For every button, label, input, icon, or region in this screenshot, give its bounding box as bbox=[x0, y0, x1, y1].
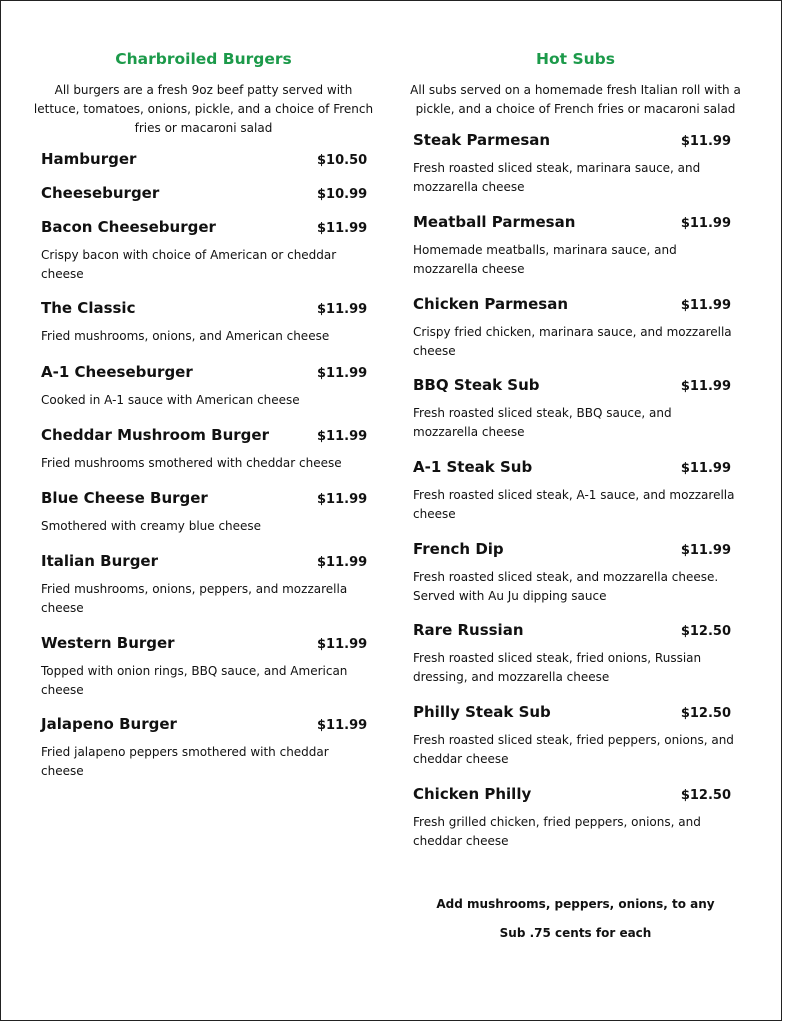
menu-item-description: Fresh roasted sliced steak, fried onions, Russian dressing, and mozzarella cheese bbox=[413, 651, 702, 684]
menu-item-description: Fried mushrooms, onions, peppers, and mozzarella cheese bbox=[41, 582, 348, 615]
menu-item bbox=[413, 540, 738, 606]
menu-item bbox=[41, 184, 366, 202]
menu-item-name: Blue Cheese Burger bbox=[41, 489, 208, 507]
menu-item bbox=[413, 458, 738, 524]
menu-item-description: Smothered with creamy blue cheese bbox=[41, 519, 262, 533]
menu-item-price: $11.99 bbox=[680, 298, 731, 313]
menu-item-price: $10.50 bbox=[317, 153, 368, 168]
menu-item-description: Fresh roasted sliced steak, marinara sauce, and mozzarella cheese bbox=[413, 161, 701, 194]
menu-item-price: $11.99 bbox=[680, 216, 731, 231]
menu-item-name: Cheddar Mushroom Burger bbox=[41, 426, 269, 444]
menu-item-description: Fried jalapeno peppers smothered with cheddar cheese bbox=[41, 745, 329, 778]
menu-item-price: $11.99 bbox=[317, 429, 368, 444]
menu-item-name: Philly Steak Sub bbox=[413, 703, 551, 721]
menu-item-price: $11.99 bbox=[317, 637, 368, 652]
menu-item bbox=[413, 295, 738, 361]
burgers-intro: All burgers are a fresh 9oz beef patty served with lettuce, tomatoes, onions, pickle, and a choice of French fries or macaroni salad bbox=[33, 83, 374, 135]
menu-item-header bbox=[41, 715, 366, 733]
add-ons-note bbox=[413, 890, 738, 948]
menu-item-header bbox=[41, 299, 366, 317]
menu-item-price: $11.99 bbox=[317, 302, 368, 317]
section-title-burgers: Charbroiled Burgers bbox=[115, 50, 292, 68]
menu-item-header bbox=[413, 131, 738, 149]
menu-item bbox=[41, 363, 366, 410]
menu-item-price: $11.99 bbox=[317, 555, 368, 570]
menu-item-header bbox=[413, 295, 738, 313]
menu-item-header bbox=[41, 150, 366, 168]
menu-item-description: Fresh grilled chicken, fried peppers, onions, and cheddar cheese bbox=[413, 815, 701, 848]
menu-item bbox=[41, 634, 366, 700]
menu-item-name: Hamburger bbox=[41, 150, 137, 168]
menu-item-name: A-1 Cheeseburger bbox=[41, 363, 193, 381]
menu-item-name: Cheeseburger bbox=[41, 184, 160, 202]
menu-item-price: $12.50 bbox=[680, 706, 731, 721]
menu-item-description: Fried mushrooms smothered with cheddar cheese bbox=[41, 456, 342, 470]
menu-item-name: Chicken Parmesan bbox=[413, 295, 569, 313]
menu-item-name: Western Burger bbox=[41, 634, 175, 652]
menu-item-header bbox=[413, 621, 738, 639]
menu-item-price: $10.99 bbox=[317, 187, 368, 202]
menu-item bbox=[413, 213, 738, 279]
menu-item-description: Fresh roasted sliced steak, BBQ sauce, and mozzarella cheese bbox=[413, 406, 672, 439]
menu-item-description: Crispy bacon with choice of American or cheddar cheese bbox=[41, 248, 337, 281]
subs-intro: All subs served on a homemade fresh Italian roll with a pickle, and a choice of French fries or macaroni salad bbox=[410, 83, 741, 116]
menu-item-price: $11.99 bbox=[680, 461, 731, 476]
menu-item bbox=[41, 715, 366, 781]
menu-item-header bbox=[41, 184, 366, 202]
menu-item bbox=[41, 218, 366, 284]
menu-item-name: French Dip bbox=[413, 540, 504, 558]
menu-item-description: Fresh roasted sliced steak, A-1 sauce, and mozzarella cheese bbox=[413, 488, 735, 521]
menu-item bbox=[413, 703, 738, 769]
menu-item-name: A-1 Steak Sub bbox=[413, 458, 533, 476]
menu-item bbox=[413, 621, 738, 687]
menu-item-price: $11.99 bbox=[317, 366, 368, 381]
menu-item-price: $11.99 bbox=[680, 543, 731, 558]
menu-item-price: $11.99 bbox=[317, 492, 368, 507]
menu-item-description: Homemade meatballs, marinara sauce, and mozzarella cheese bbox=[413, 243, 677, 276]
menu-item-header bbox=[413, 458, 738, 476]
menu-item-name: Italian Burger bbox=[41, 552, 158, 570]
menu-item-header bbox=[41, 634, 366, 652]
menu-item-header bbox=[413, 703, 738, 721]
menu-item-price: $11.99 bbox=[680, 379, 731, 394]
menu-item-description: Topped with onion rings, BBQ sauce, and American cheese bbox=[41, 664, 348, 697]
menu-item bbox=[41, 299, 366, 346]
menu-item bbox=[41, 489, 366, 536]
menu-item-header bbox=[413, 540, 738, 558]
menu-item-description: Cooked in A-1 sauce with American cheese bbox=[41, 393, 300, 407]
menu-item-price: $12.50 bbox=[680, 788, 731, 803]
menu-item-header bbox=[41, 489, 366, 507]
menu-item-name: Meatball Parmesan bbox=[413, 213, 576, 231]
section-title-subs: Hot Subs bbox=[536, 50, 615, 68]
menu-item-price: $11.99 bbox=[317, 718, 368, 733]
menu-item bbox=[41, 150, 366, 168]
menu-item-header bbox=[41, 552, 366, 570]
menu-item-price: $11.99 bbox=[317, 221, 368, 236]
menu-item-price: $12.50 bbox=[680, 624, 731, 639]
menu-item-header bbox=[413, 376, 738, 394]
menu-item-name: Steak Parmesan bbox=[413, 131, 551, 149]
add-ons-note-line1: Add mushrooms, peppers, onions, to any bbox=[436, 897, 715, 911]
menu-item-name: Bacon Cheeseburger bbox=[41, 218, 216, 236]
menu-item-header bbox=[41, 363, 366, 381]
menu-item bbox=[41, 552, 366, 618]
menu-item-name: BBQ Steak Sub bbox=[413, 376, 540, 394]
menu-item-header bbox=[41, 218, 366, 236]
menu-item-price: $11.99 bbox=[680, 134, 731, 149]
menu-item-name: Chicken Philly bbox=[413, 785, 532, 803]
menu-item-header bbox=[413, 213, 738, 231]
menu-item bbox=[41, 426, 366, 473]
menu-item bbox=[413, 785, 738, 851]
menu-item-name: The Classic bbox=[41, 299, 136, 317]
menu-item-description: Fresh roasted sliced steak, and mozzarella cheese. Served with Au Ju dipping sauce bbox=[413, 570, 719, 603]
menu-item-header bbox=[41, 426, 366, 444]
menu-item-description: Fried mushrooms, onions, and American cheese bbox=[41, 329, 330, 343]
menu-item-description: Fresh roasted sliced steak, fried peppers, onions, and cheddar cheese bbox=[413, 733, 734, 766]
menu-item-name: Jalapeno Burger bbox=[41, 715, 177, 733]
menu-item-name: Rare Russian bbox=[413, 621, 524, 639]
menu-item bbox=[413, 376, 738, 442]
menu-item-header bbox=[413, 785, 738, 803]
menu-item bbox=[413, 131, 738, 197]
menu-item-description: Crispy fried chicken, marinara sauce, and mozzarella cheese bbox=[413, 325, 732, 358]
add-ons-note-line2: Sub .75 cents for each bbox=[499, 926, 652, 940]
